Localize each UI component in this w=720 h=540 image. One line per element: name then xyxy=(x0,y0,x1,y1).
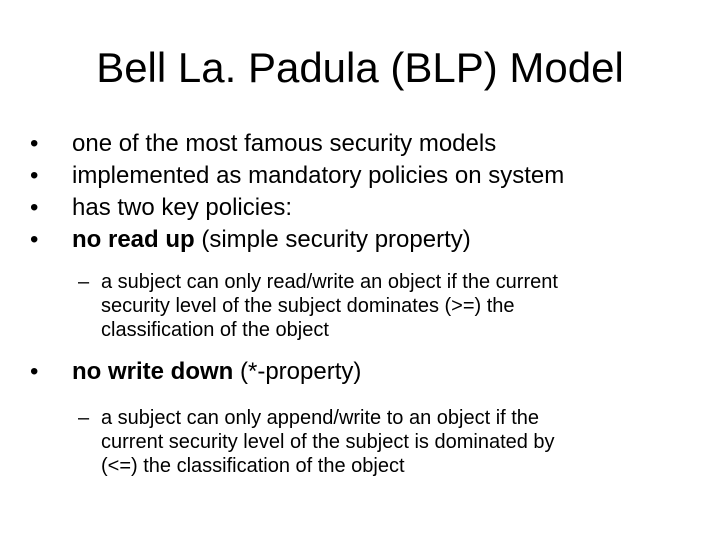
sub-bullet-line: classification of the object xyxy=(101,319,329,341)
bullet-bold-text: no read up xyxy=(72,226,195,253)
slide-body xyxy=(30,128,700,478)
sub-bullet-line: current security level of the subject is dominated by xyxy=(101,431,555,453)
bullet-famous-model xyxy=(30,128,700,160)
bullet-text: implemented as mandatory policies on system xyxy=(72,162,565,189)
bullet-dot: • xyxy=(30,194,39,221)
bullet-dot: • xyxy=(30,226,39,253)
bullet-two-policies xyxy=(30,192,700,224)
bullet-bold-text: no write down xyxy=(72,358,234,385)
bullet-dot: • xyxy=(30,162,39,189)
bullet-no-read-up xyxy=(30,224,700,256)
bullet-text: (simple security property) xyxy=(194,226,471,253)
sub-bullet-line: a subject can only append/write to an object if the xyxy=(101,407,540,429)
bullet-dot: • xyxy=(30,358,39,385)
bullet-text: one of the most famous security models xyxy=(72,130,497,157)
sub-bullet-write-rule xyxy=(30,406,700,478)
slide-title: Bell La. Padula (BLP) Model xyxy=(96,44,624,91)
sub-bullet-read-rule xyxy=(30,270,700,342)
bullet-dot: • xyxy=(30,130,39,157)
bullet-text: has two key policies: xyxy=(72,194,293,221)
sub-bullet-dash: – xyxy=(78,407,90,429)
sub-bullet-line: (<=) the classification of the object xyxy=(101,455,405,477)
bullet-no-write-down xyxy=(30,356,700,388)
sub-bullet-line: security level of the subject dominates (>=) the xyxy=(101,295,515,317)
sub-bullet-line: a subject can only read/write an object if the current xyxy=(101,271,558,293)
bullet-text: (*-property) xyxy=(233,358,362,385)
bullet-mandatory-policies xyxy=(30,160,700,192)
sub-bullet-dash: – xyxy=(78,271,90,293)
